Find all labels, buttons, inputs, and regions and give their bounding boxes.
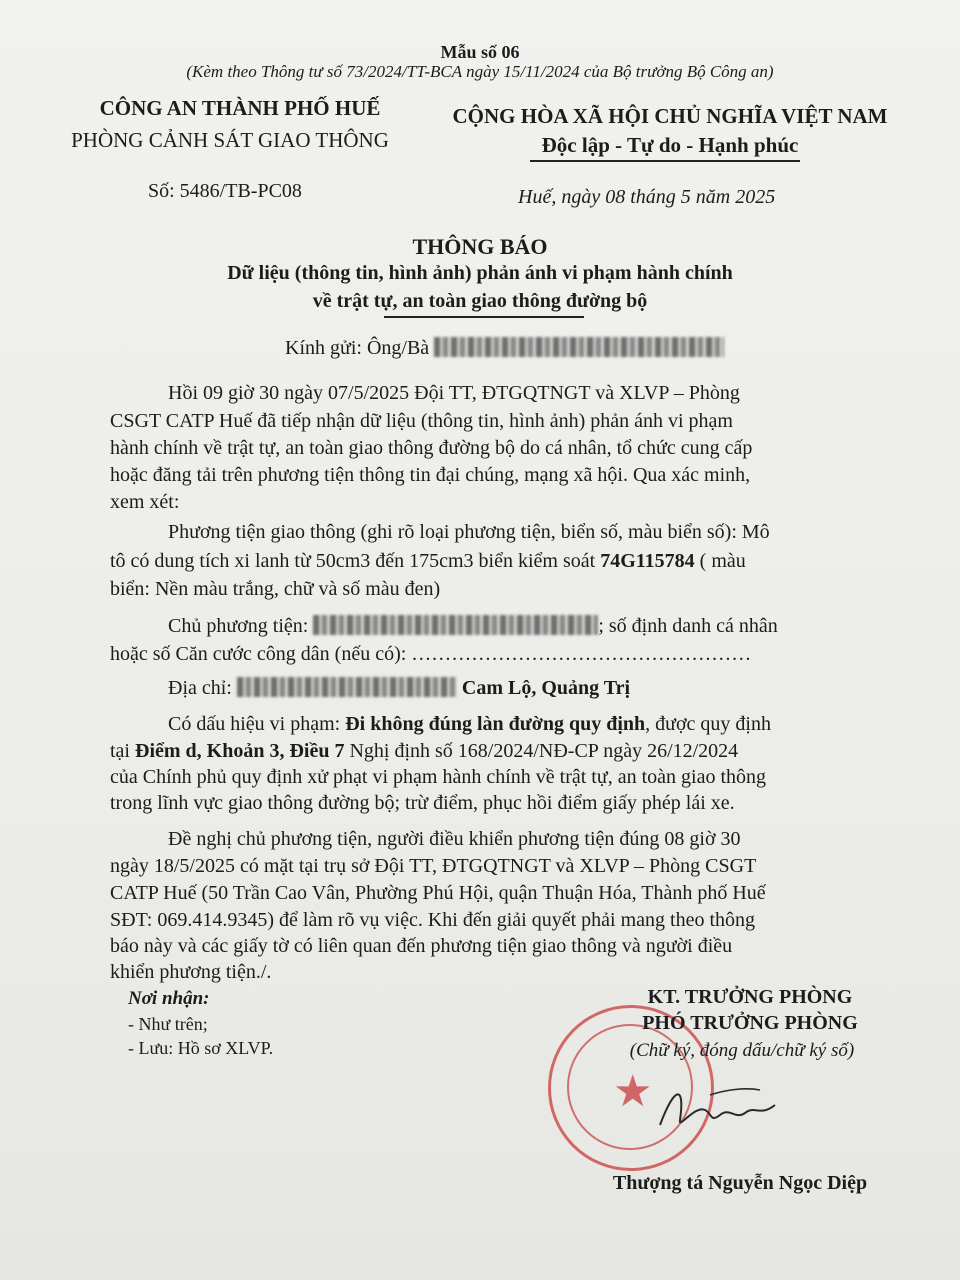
motto-underline bbox=[530, 160, 800, 162]
redacted-address bbox=[237, 677, 457, 697]
violation-decree: Nghị định số 168/2024/NĐ-CP ngày 26/12/2024 bbox=[344, 740, 739, 762]
vehicle-line-2-tail: ( màu bbox=[694, 550, 746, 572]
issuer-agency: CÔNG AN THÀNH PHỐ HUẾ bbox=[99, 96, 381, 120]
title-underline bbox=[384, 316, 584, 318]
request-line-5: báo này và các giấy tờ có liên quan đến phương tiện giao thông và người điều bbox=[110, 935, 733, 957]
violation-line-2-pre: tại bbox=[110, 740, 135, 762]
para1-line-3: hành chính về trật tự, an toàn giao thông đường bộ do cá nhân, tổ chức cung cấp bbox=[110, 437, 753, 459]
receiver-item: - Lưu: Hồ sơ XLVP. bbox=[128, 1038, 274, 1058]
owner-id-label: ; số định danh cá nhân bbox=[598, 615, 778, 637]
para1-line-1: Hồi 09 giờ 30 ngày 07/5/2025 Đội TT, ĐTGQTNGT và XLVP – Phòng bbox=[168, 382, 740, 404]
form-number: Mẫu số 06 bbox=[440, 42, 520, 62]
signer-name: Thượng tá Nguyễn Ngọc Diệp bbox=[612, 1172, 868, 1194]
request-line-6: khiển phương tiện./. bbox=[110, 961, 272, 983]
vehicle-line-2 bbox=[110, 550, 860, 573]
vehicle-line-1: Phương tiện giao thông (ghi rõ loại phương tiện, biển số, màu biển số): Mô bbox=[168, 521, 770, 543]
national-motto: Độc lập - Tự do - Hạnh phúc bbox=[541, 133, 799, 157]
violation-line-2 bbox=[110, 740, 860, 763]
violation-line-4: trong lĩnh vực giao thông đường bộ; trừ điểm, phục hồi điểm giấy phép lái xe. bbox=[110, 792, 735, 814]
address-visible: Cam Lộ, Quảng Trị bbox=[461, 677, 631, 699]
violation-name: Đi không đúng làn đường quy định bbox=[345, 713, 646, 735]
receivers-title: Nơi nhận: bbox=[128, 988, 210, 1009]
request-line-1: Đề nghị chủ phương tiện, người điều khiển phương tiện đúng 08 giờ 30 bbox=[168, 828, 741, 850]
para1-line-2: CSGT CATP Huế đã tiếp nhận dữ liệu (thông tin, hình ảnh) phản ánh vi phạm bbox=[110, 410, 733, 432]
address-line bbox=[110, 677, 918, 700]
document-subtitle-2: về trật tự, an toàn giao thông đường bộ bbox=[312, 290, 648, 312]
violation-lead: Có dấu hiệu vi phạm: bbox=[168, 713, 346, 735]
violation-line-1 bbox=[110, 713, 918, 736]
address-label: Địa chỉ: bbox=[168, 677, 232, 699]
owner-label: Chủ phương tiện: bbox=[168, 615, 309, 637]
violation-tail: , được quy định bbox=[645, 713, 771, 735]
document-title: THÔNG BÁO bbox=[412, 234, 548, 259]
document-number: Số: 5486/TB-PC08 bbox=[148, 180, 302, 202]
para1-line-4: hoặc đăng tải trên phương tiện thông tin đại chúng, mạng xã hội. Qua xác minh, bbox=[110, 464, 751, 486]
signature-role-1: KT. TRƯỞNG PHÒNG bbox=[647, 986, 853, 1008]
issuer-department: PHÒNG CẢNH SÁT GIAO THÔNG bbox=[71, 128, 389, 152]
signature-note: (Chữ ký, đóng dấu/chữ ký số) bbox=[629, 1040, 855, 1061]
place-date: Huế, ngày 08 tháng 5 năm 2025 bbox=[518, 186, 776, 208]
request-line-3: CATP Huế (50 Trần Cao Vân, Phường Phú Hội, quận Thuận Hóa, Thành phố Huế bbox=[110, 882, 766, 904]
violation-line-3: của Chính phủ quy định xử phạt vi phạm hành chính về trật tự, an toàn giao thông bbox=[110, 766, 767, 788]
redacted-recipient-name bbox=[434, 337, 724, 357]
violation-clause: Điểm d, Khoản 3, Điều 7 bbox=[135, 740, 345, 762]
recipient-line bbox=[285, 337, 724, 360]
vehicle-line-3: biển: Nền màu trắng, chữ và số màu đen) bbox=[110, 578, 441, 600]
vehicle-type: tô có dung tích xi lanh từ 50cm3 đến 175cm3 biển kiểm soát bbox=[110, 550, 601, 572]
handwritten-signature bbox=[650, 1075, 790, 1135]
owner-line-2: hoặc số Căn cước công dân (nếu có): …………………………………………… bbox=[110, 643, 752, 665]
request-line-4: SĐT: 069.414.9345) để làm rõ vụ việc. Khi đến giải quyết phải mang theo thông bbox=[110, 909, 755, 931]
form-reference: (Kèm theo Thông tư số 73/2024/TT-BCA ngày 15/11/2024 của Bộ trưởng Bộ Công an) bbox=[186, 62, 774, 81]
document-subtitle-1: Dữ liệu (thông tin, hình ảnh) phản ánh vi phạm hành chính bbox=[227, 262, 733, 284]
license-plate: 74G115784 bbox=[600, 550, 695, 572]
receiver-item: - Như trên; bbox=[128, 1014, 208, 1034]
owner-line-1 bbox=[110, 615, 918, 638]
recipient-label: Kính gửi: Ông/Bà bbox=[285, 337, 430, 359]
country-name: CỘNG HÒA XÃ HỘI CHỦ NGHĨA VIỆT NAM bbox=[452, 104, 888, 128]
request-line-2: ngày 18/5/2025 có mặt tại trụ sở Đội TT, ĐTGQTNGT và XLVP – Phòng CSGT bbox=[110, 855, 757, 877]
redacted-owner-name bbox=[313, 615, 598, 635]
para1-line-5: xem xét: bbox=[110, 491, 180, 513]
signature-role-2: PHÓ TRƯỞNG PHÒNG bbox=[642, 1012, 858, 1034]
stamp-star-icon: ★ bbox=[613, 1066, 653, 1117]
